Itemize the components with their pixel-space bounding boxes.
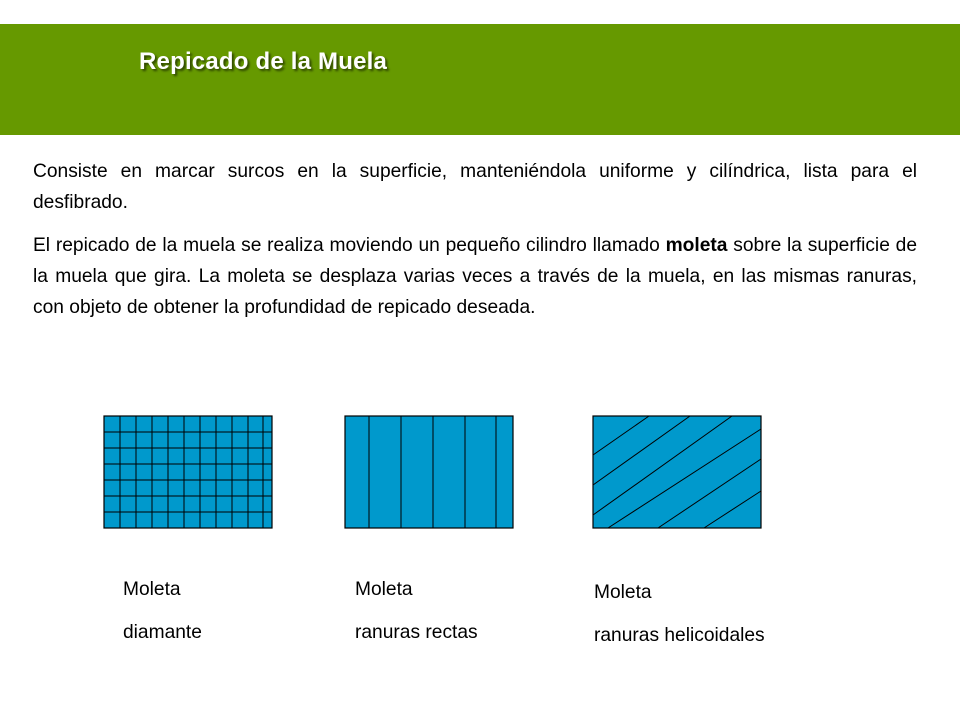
straight-caption-line2: ranuras rectas [355, 622, 478, 643]
page-title: Repicado de la Muela [139, 48, 388, 75]
diamond-caption [123, 579, 202, 643]
helical-caption [594, 582, 765, 646]
diamond-pattern-body [104, 416, 272, 528]
paragraph-2-end: sobre la superficie de la muela que gira. La moleta se desplaza varias veces a través de la muela, en las mismas ranuras, con objeto de obtener la profundidad de repicado deseada. [33, 235, 917, 318]
paragraph-1: Consiste en marcar surcos en la superficie, manteniéndola uniforme y cilíndrica, lista para el desfibrado. [33, 161, 917, 213]
straight-caption [355, 579, 478, 643]
diamond-pattern-figure [103, 415, 273, 529]
straight-pattern-figure [344, 415, 514, 529]
diamond-caption-line2: diamante [123, 622, 202, 643]
title-banner [0, 24, 960, 135]
helical-pattern-figure [592, 415, 762, 529]
paragraph-2 [33, 230, 917, 323]
body-text [33, 156, 917, 335]
helical-caption-line2: ranuras helicoidales [594, 625, 765, 646]
helical-caption-line1: Moleta [594, 582, 652, 603]
paragraph-2-bold: moleta [665, 235, 728, 256]
diamond-caption-line1: Moleta [123, 579, 181, 600]
straight-caption-line1: Moleta [355, 579, 413, 600]
helical-pattern-body [593, 416, 761, 528]
straight-pattern-body [345, 416, 513, 528]
paragraph-2-start: El repicado de la muela se realiza moviendo un pequeño cilindro llamado [33, 235, 666, 256]
